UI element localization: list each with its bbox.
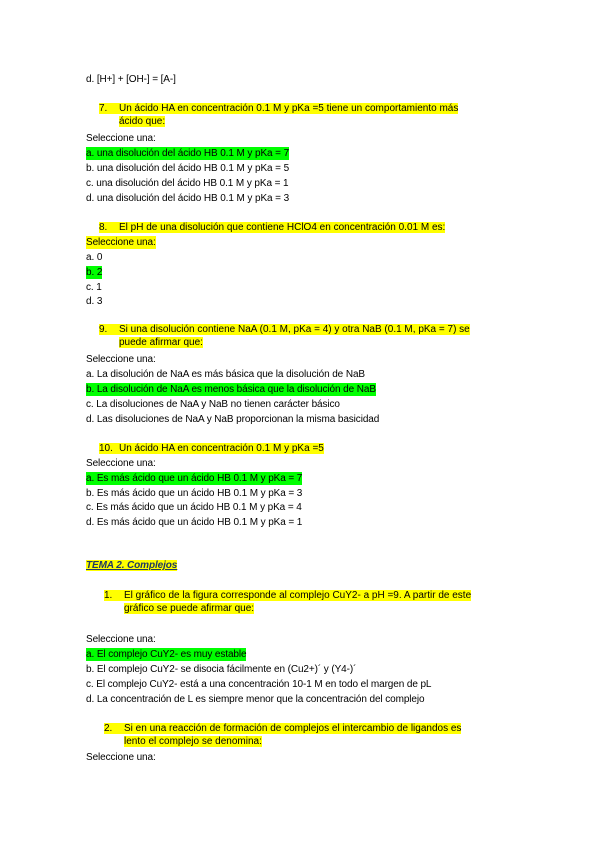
question-9-option-b[interactable]: b. La disolución de NaA es menos básica que la disolución de NaB — [86, 384, 376, 395]
tema2-question-1-option-c[interactable]: c. El complejo CuY2- está a una concentración 10-1 M en todo el margen de pL — [86, 679, 432, 690]
topic-heading: TEMA 2. Complejos — [86, 560, 178, 571]
tema2-question-1-option-b[interactable]: b. El complejo CuY2- se disocia fácilmente en (Cu2+)´ y (Y4-)´ — [86, 664, 357, 675]
question-9-text-line1: 9. Si una disolución contiene NaA (0.1 M, pKa = 4) y otra NaB (0.1 M, pKa = 7) se — [99, 324, 470, 335]
question-10-option-c[interactable]: c. Es más ácido que un ácido HB 0.1 M y pKa = 4 — [86, 502, 302, 513]
question-10-option-a[interactable]: a. Es más ácido que un ácido HB 0.1 M y pKa = 7 — [86, 473, 303, 484]
question-10-prompt: Seleccione una: — [86, 458, 156, 469]
question-7-option-c[interactable]: c. una disolución del ácido HB 0.1 M y pKa = 1 — [86, 178, 289, 189]
question-7-option-a[interactable]: a. una disolución del ácido HB 0.1 M y pKa = 7 — [86, 148, 290, 159]
question-7-prompt: Seleccione una: — [86, 133, 156, 144]
question-9-option-d[interactable]: d. Las disoluciones de NaA y NaB proporcionan la misma basicidad — [86, 414, 380, 425]
question-8-text: 8. El pH de una disolución que contiene HClO4 en concentración 0.01 M es: — [99, 222, 446, 233]
tema2-question-1-text-line1: 1. El gráfico de la figura corresponde al complejo CuY2- a pH =9. A partir de este — [104, 590, 472, 601]
tema2-question-2 — [104, 722, 461, 748]
question-7-text-line2: ácido que: — [119, 116, 166, 127]
question-8-option-a[interactable]: a. 0 — [86, 252, 103, 263]
tema2-question-1-option-a[interactable]: a. El complejo CuY2- es muy estable — [86, 649, 247, 660]
question-9-option-c[interactable]: c. La disoluciones de NaA y NaB no tienen carácter básico — [86, 399, 340, 410]
tema2-question-1-option-d[interactable]: d. La concentración de L es siempre menor que la concentración del complejo — [86, 694, 425, 705]
question-7-text-line1: 7. Un ácido HA en concentración 0.1 M y pKa =5 tiene un comportamiento más — [99, 103, 459, 114]
previous-option-d: d. [H+] + [OH-] = [A-] — [86, 74, 176, 85]
question-9-prompt: Seleccione una: — [86, 354, 156, 365]
question-9 — [99, 323, 470, 349]
question-9-text-line2: puede afirmar que: — [119, 337, 203, 348]
question-8-option-b[interactable]: b. 2 — [86, 267, 103, 278]
tema2-question-2-text-line1: 2. Si en una reacción de formación de complejos el intercambio de ligandos es — [104, 723, 462, 734]
tema2-question-2-text-line2: lento el complejo se denomina: — [124, 736, 262, 747]
question-10-option-d[interactable]: d. Es más ácido que un ácido HB 0.1 M y pKa = 1 — [86, 517, 303, 528]
question-9-option-a[interactable]: a. La disolución de NaA es más básica que la disolución de NaB — [86, 369, 365, 380]
question-7 — [99, 102, 458, 128]
tema2-question-1-prompt: Seleccione una: — [86, 634, 156, 645]
question-8 — [99, 221, 445, 234]
tema2-question-2-prompt: Seleccione una: — [86, 752, 156, 763]
question-8-option-d[interactable]: d. 3 — [86, 296, 103, 307]
question-10 — [99, 442, 324, 455]
question-8-option-c[interactable]: c. 1 — [86, 282, 102, 293]
question-10-option-b[interactable]: b. Es más ácido que un ácido HB 0.1 M y pKa = 3 — [86, 488, 303, 499]
question-8-prompt: Seleccione una: — [86, 237, 156, 248]
tema2-question-1 — [104, 589, 471, 615]
question-7-option-b[interactable]: b. una disolución del ácido HB 0.1 M y pKa = 5 — [86, 163, 290, 174]
question-10-text: 10. Un ácido HA en concentración 0.1 M y pKa =5 — [99, 443, 324, 454]
tema2-question-1-text-line2: gráfico se puede afirmar que: — [124, 603, 255, 614]
question-7-option-d[interactable]: d. una disolución del ácido HB 0.1 M y pKa = 3 — [86, 193, 290, 204]
